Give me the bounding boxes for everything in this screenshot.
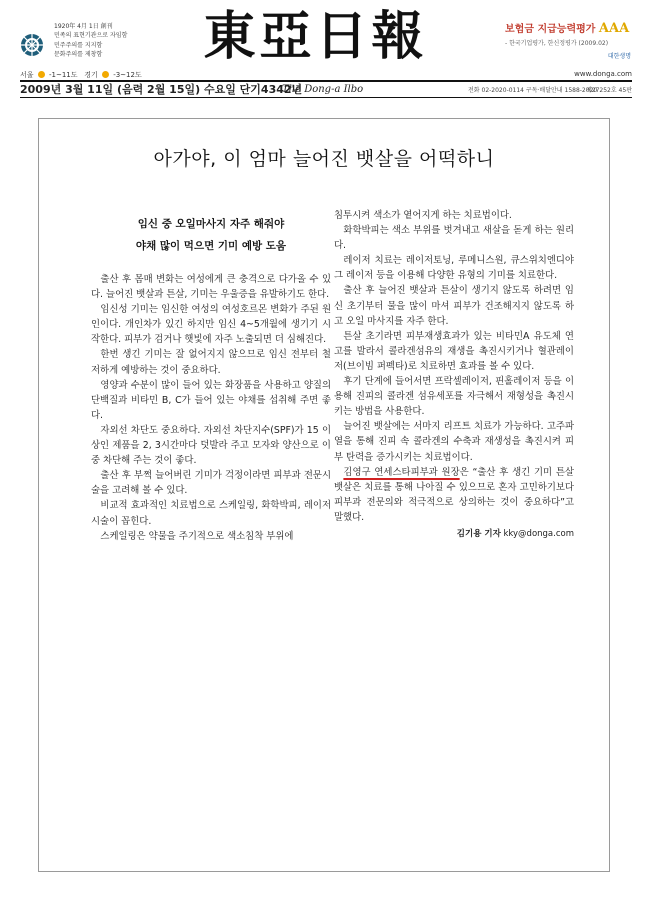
issue-date: 2009년 3월 11일 (음력 2월 15일) 수요일 단기4342년 (20, 83, 303, 96)
founded-date: 1920年 4月 1日 創刊 (54, 23, 113, 30)
subheads (91, 213, 331, 257)
paragraph: 자외선 차단도 중요하다. 자외선 차단지수(SPF)가 15 이상인 제품을 2, 3시간마다 덧발라 주고 모자와 양산으로 이중 차단해 주는 것이 좋다. (91, 424, 331, 467)
paragraph: 비교적 효과적인 치료법으로 스케일링, 화학박피, 레이저 시술이 꼽힌다. (91, 500, 331, 527)
byline (334, 527, 574, 542)
site-url[interactable]: www.donga.com (574, 70, 632, 78)
quote-paragraph (334, 465, 574, 525)
paragraph: 레이저 치료는 레이저토닝, 루메니스원, 큐스위치엔디야그 레이저 등을 이용해 다양한 유형의 기미를 치료한다. (334, 255, 574, 282)
subhead-2: 야채 많이 먹으면 기미 예방 도움 (135, 240, 287, 252)
paragraph: 늘어진 뱃살에는 서마지 리프트 치료가 가능하다. 고주파열을 통해 진피 속 콜라겐의 수축과 재생성을 촉진시켜 피부 탄력을 증가시키는 치료법이다. (334, 421, 574, 463)
reporter-email[interactable]: kky@donga.com (503, 528, 574, 539)
newspaper-header (0, 0, 650, 100)
weather-gyeonggi-label: 경기 (84, 71, 98, 79)
ad-subtitle: - 한국기업평가, 한신정평가 (2009.02) (505, 40, 609, 47)
ad-title (505, 20, 635, 36)
subhead-1: 임신 중 오일마사지 자주 해줘야 (137, 218, 285, 230)
ad-box[interactable] (505, 20, 635, 62)
founding-mottos (54, 22, 127, 60)
column-left (91, 213, 331, 544)
quote-text: 은 “출산 후 생긴 기미 튼살 뱃살은 치료를 통해 나아질 수 있으므로 혼자 고민하기보다 피부과 전문의와 적극적으로 상의하는 것이 중요하다”고 말했다. (334, 466, 574, 523)
masthead-title: 東亞日報 (203, 6, 428, 67)
english-brand: The Dong-a Ilbo (282, 84, 364, 95)
reporter-name: 김기용 기자 (456, 528, 501, 539)
highlighted-source: 김영구 연세스타피부과 원장 (343, 466, 460, 478)
paragraph-continued: 침투시켜 색소가 옅어지게 하는 치료법이다. (334, 210, 512, 221)
ad-logo: 대한생명 (607, 53, 631, 60)
sun-icon (38, 71, 45, 78)
weather-bar (20, 70, 142, 80)
motto-1: 민족의 표현기관으로 자임함 (54, 32, 128, 40)
article-clipping (38, 118, 610, 872)
paragraph: 화학박피는 색소 부위를 벗겨내고 새살을 돋게 하는 원리다. (334, 225, 574, 252)
sun-icon (102, 71, 109, 78)
paragraph: 스케일링은 약물을 주기적으로 색소침착 부위에 (100, 530, 294, 542)
emblem-icon (20, 33, 44, 57)
paragraph: 한번 생긴 기미는 잘 없어지지 않으므로 임신 전부터 철저하게 예방하는 것이 중요하다. (91, 349, 331, 376)
paragraph: 출산 후 부쩍 늘어버린 기미가 걱정이라면 피부과 전문시술을 고려해 볼 수 있다. (91, 470, 331, 497)
ad-title-text: 보험금 지급능력평가 (505, 24, 596, 35)
paragraph: 후기 단계에 들어서면 프락셀레이저, 핀홀레이저 등을 이용해 진피의 콜라겐 섬유세포를 자극해서 재형성을 촉진시키는 방법을 사용한다. (334, 376, 574, 418)
weather-gyeonggi-temp: -3~12도 (113, 71, 142, 79)
dateline (20, 80, 632, 98)
column-right (334, 208, 574, 542)
paragraph: 출산 후 몸매 변화는 여성에게 큰 충격으로 다가올 수 있다. 늘어진 뱃살과 튼살, 기미는 우울증을 유발하기도 한다. (91, 274, 331, 301)
weather-seoul-temp: -1~11도 (49, 71, 78, 79)
weather-seoul-label: 서울 (20, 71, 34, 79)
paragraph: 출산 후 늘어진 뱃살과 튼살이 생기지 않도록 하려면 임신 초기부터 물을 많이 마셔 피부가 건조해지지 않도록 하고 오일 마사지를 자주 한다. (334, 285, 574, 327)
motto-2: 민주주의를 지지함 (54, 41, 103, 49)
paragraph: 임신성 기미는 임신한 여성의 여성호르몬 변화가 주된 원인이다. 개인차가 있긴 하지만 임신 4~5개월에 생기기 시작한다. 피부가 검거나 햇빛에 자주 노출되면 더 심해진다. (91, 304, 331, 346)
contact-phone: 전화 02-2020-0114 구독·배달안내 1588-2020 (468, 87, 598, 94)
paragraph: 튼살 초기라면 피부재생효과가 있는 비타민A 유도체 연고를 발라서 콜라겐섬유의 재생을 촉진시키거나 혈관레이저(브이빔 퍼펙타)로 치료하면 효과를 볼 수 있다. (334, 330, 574, 372)
headline: 아가야, 이 엄마 늘어진 뱃살을 어떡하니 (153, 148, 495, 170)
issue-number: 제27252호 45판 (585, 87, 632, 94)
paragraph: 영양과 수분이 많이 들어 있는 화장품을 사용하고 양질의 단백질과 비타민 B, C가 들어 있는 야채를 섭취해 주면 좋다. (91, 379, 331, 421)
motto-3: 문화주의를 제창함 (54, 51, 103, 59)
ad-grade: AAA (598, 21, 630, 36)
